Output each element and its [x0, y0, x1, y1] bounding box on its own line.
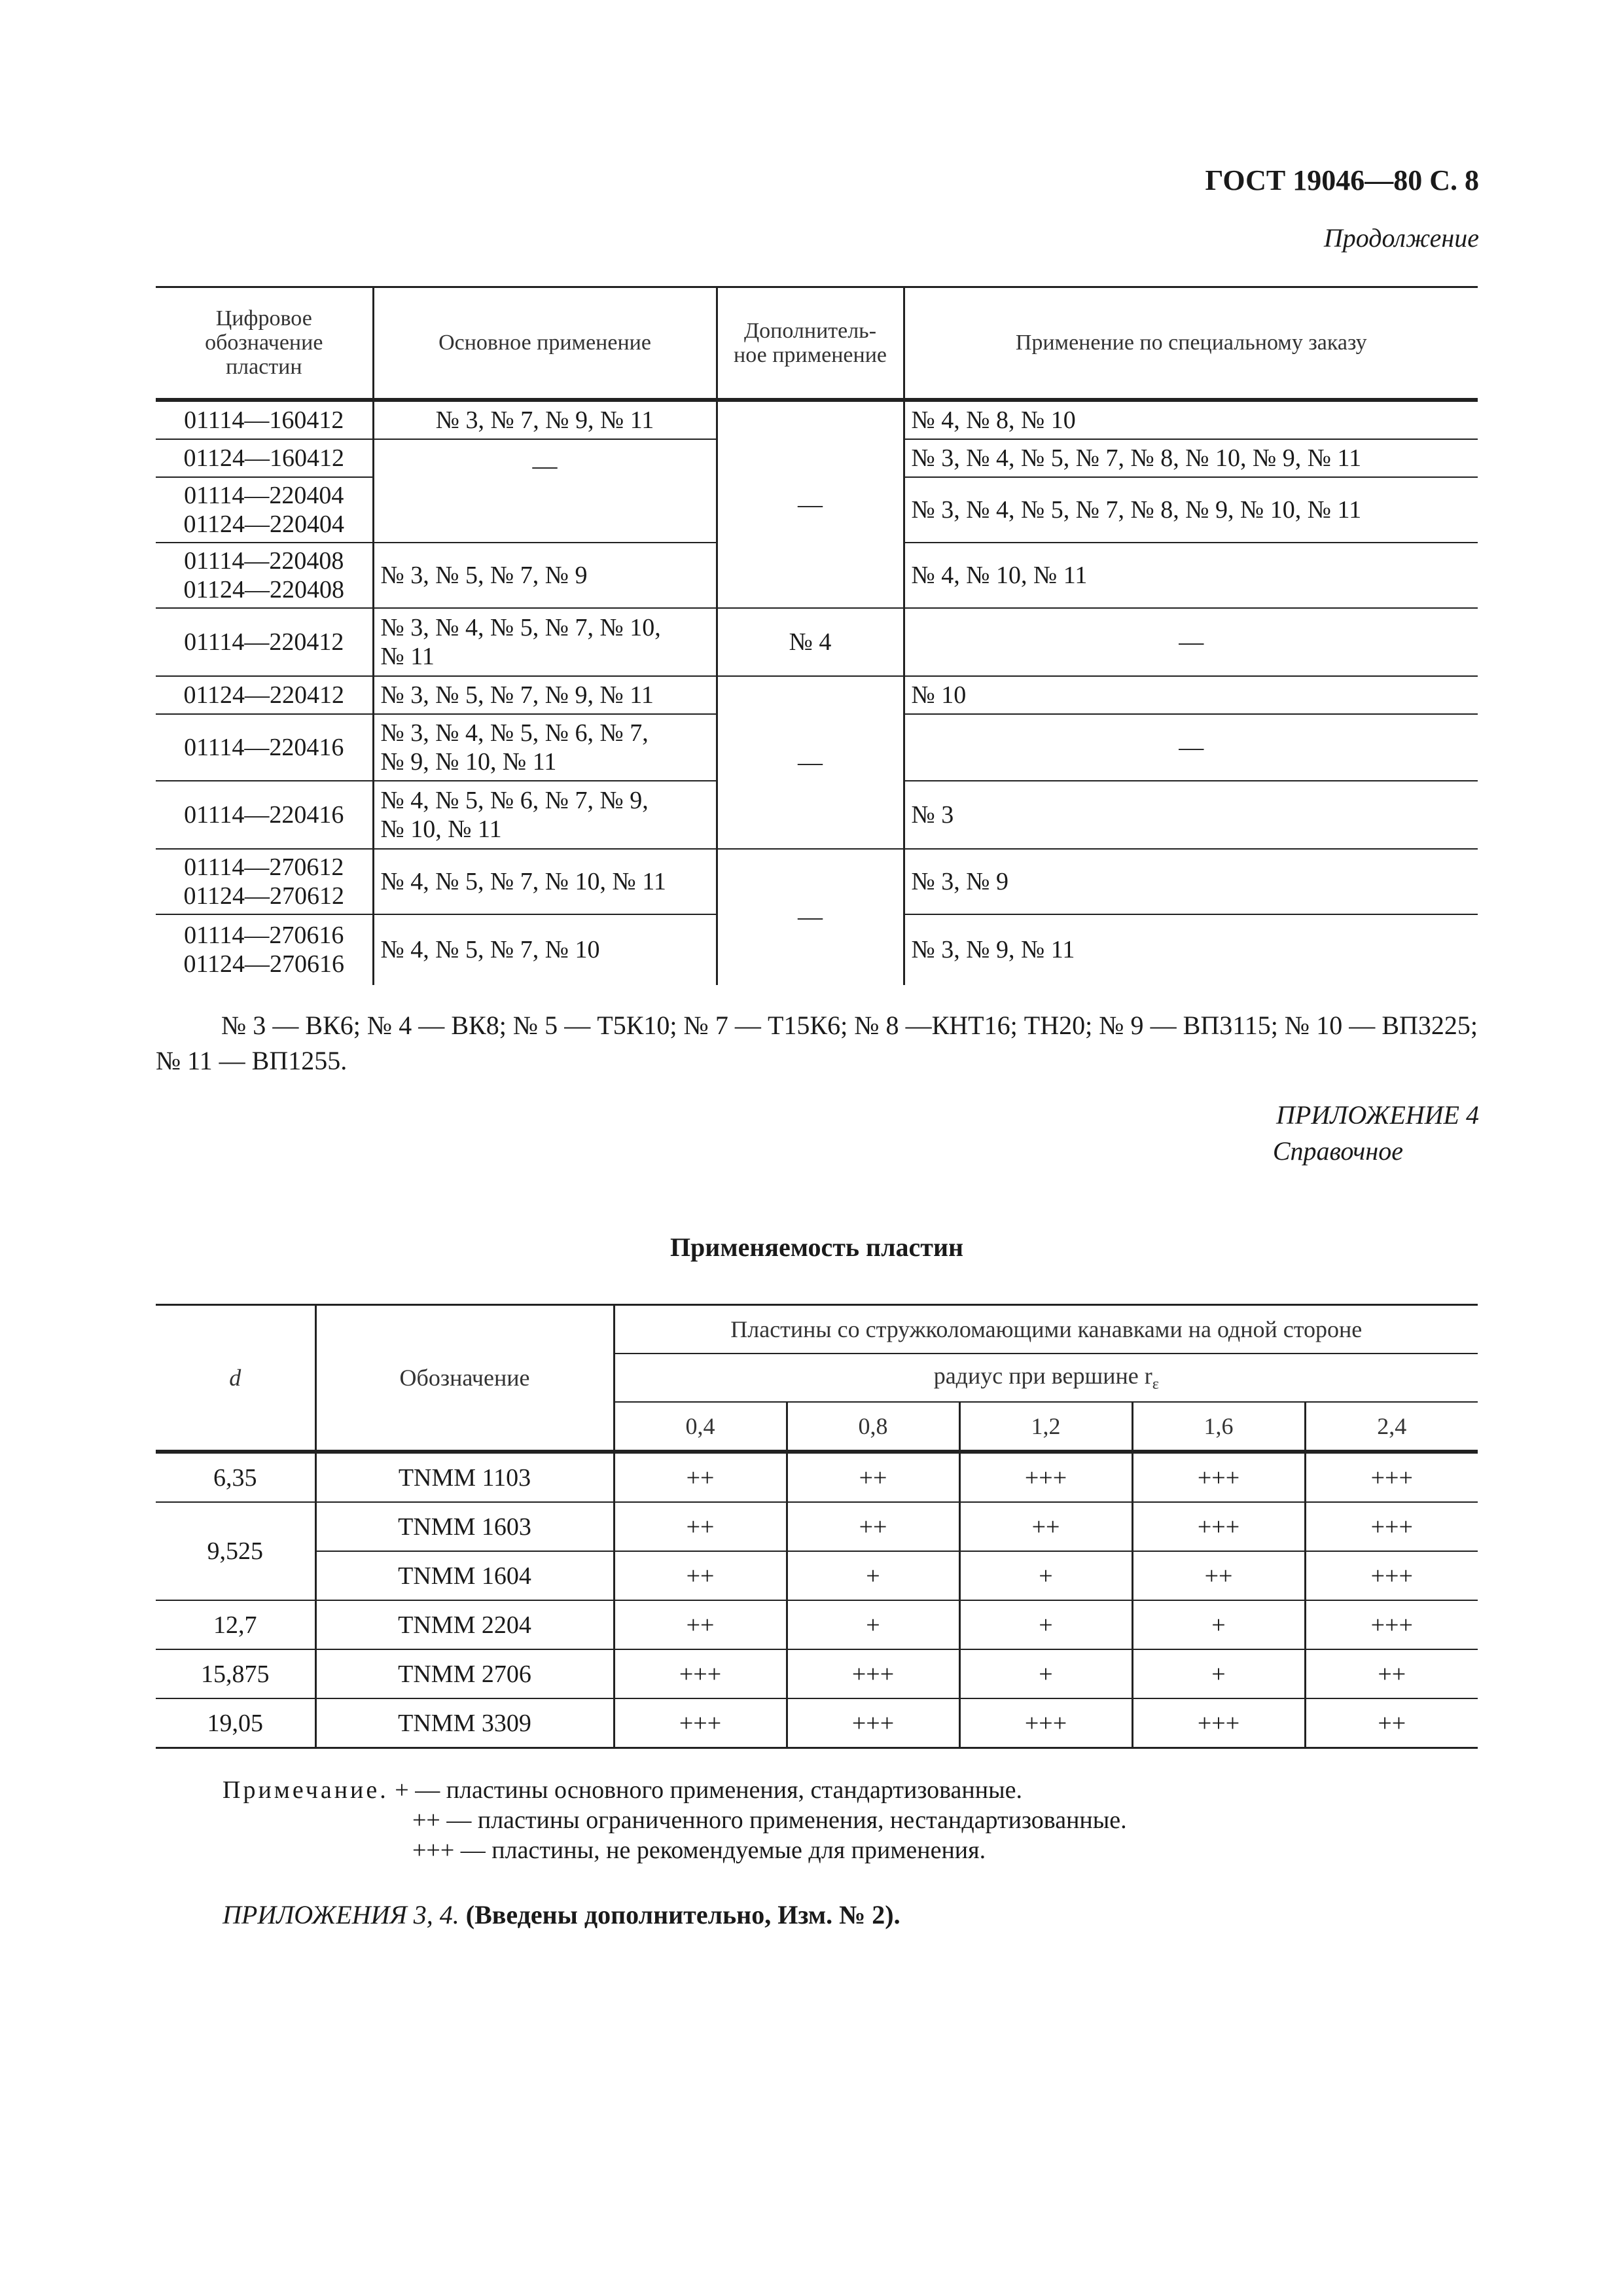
radius-0-4: 0,4: [614, 1402, 787, 1452]
table-row: 01124—220412 № 3, № 5, № 7, № 9, № 11 — № 10: [156, 676, 1478, 714]
table-row: 01114—220408 01124—220408 № 3, № 5, № 7, № 9 № 4, № 10, № 11: [156, 543, 1478, 608]
table-row: 01114—160412 № 3, № 7, № 9, № 11 — № 4, № 8, № 10: [156, 400, 1478, 439]
document-code: ГОСТ 19046—80 С. 8: [1205, 164, 1479, 196]
table-row: 01114—270616 01124—270616 № 4, № 5, № 7, № 10 № 3, № 9, № 11: [156, 914, 1478, 985]
table-row: 01114—220416 № 4, № 5, № 6, № 7, № 9, № 10, № 11 № 3: [156, 781, 1478, 849]
table-row: TNMM 1604 ++ + + ++ +++: [156, 1551, 1478, 1600]
table-row: 9,525 TNMM 1603 ++ ++ ++ +++ +++: [156, 1502, 1478, 1551]
col-header-designation: Обозначение: [315, 1305, 614, 1452]
continued-label: Продолжение: [1323, 223, 1479, 253]
col-header-main: Основное применение: [373, 287, 717, 400]
footer-appendices: ПРИЛОЖЕНИЯ 3, 4.: [223, 1900, 459, 1929]
appendix-subtitle: Справочное: [1272, 1136, 1403, 1166]
amendment-footer: [223, 1899, 1466, 1930]
appendix-title: ПРИЛОЖЕНИЕ 4: [1276, 1100, 1479, 1130]
col-header-radius: радиус при вершине $r_\varepsilon$: [614, 1354, 1478, 1402]
note-line-1: + — пластины основного применения, стандартизованные.: [395, 1776, 1022, 1804]
table-row: 6,35 TNMM 1103 ++ ++ +++ +++ +++: [156, 1452, 1478, 1502]
table-row: 12,7 TNMM 2204 ++ + + + +++: [156, 1600, 1478, 1649]
col-header-special: Применение по специальному заказу: [904, 287, 1478, 400]
radius-1-2: 1,2: [959, 1402, 1132, 1452]
col-header-d: d: [156, 1305, 315, 1452]
applicability-table-2: [156, 1304, 1478, 1749]
table-2-title: Применяемость пластин: [669, 1232, 964, 1262]
table-row: 15,875 TNMM 2706 +++ +++ + + ++: [156, 1649, 1478, 1698]
note-line-3: +++ — пластины, не рекомендуемые для применения.: [412, 1837, 986, 1864]
applicability-table-1: [156, 286, 1478, 985]
col-header-group: Пластины со стружколомающими канавками на одной стороне: [614, 1305, 1478, 1354]
col-header-additional: Дополнитель- ное применение: [717, 287, 904, 400]
radius-2-4: 2,4: [1305, 1402, 1478, 1452]
table-row: 01114—220412 № 3, № 4, № 5, № 7, № 10, № 11 № 4 —: [156, 608, 1478, 676]
table-row: 19,05 TNMM 3309 +++ +++ +++ +++ ++: [156, 1698, 1478, 1748]
radius-1-6: 1,6: [1132, 1402, 1305, 1452]
radius-0-8: 0,8: [787, 1402, 959, 1452]
table-row: 01114—220404 01124—220404 № 3, № 4, № 5, № 7, № 8, № 9, № 10, № 11: [156, 477, 1478, 543]
grade-legend: № 3 — ВК6; № 4 — ВК8; № 5 — Т5К10; № 7 — Т15К6; № 8 —КНТ16; ТН20; № 9 — ВП3115; № 10 — ВП3225; № 11 — ВП1255.: [156, 1011, 1478, 1075]
note-line-2: ++ — пластины ограниченного применения, нестандартизованные.: [412, 1806, 1127, 1834]
table-row: 01114—220416 № 3, № 4, № 5, № 6, № 7, № 9, № 10, № 11 —: [156, 714, 1478, 781]
table-note: [223, 1775, 1466, 1865]
footer-amendment: (Введены дополнительно, Изм. № 2).: [465, 1900, 901, 1929]
note-label: Примечание.: [223, 1776, 389, 1804]
col-header-code: Цифровое обозначение пластин: [156, 287, 373, 400]
table-row: 01124—160412 — № 3, № 4, № 5, № 7, № 8, № 10, № 9, № 11: [156, 439, 1478, 477]
table-row: 01114—270612 01124—270612 № 4, № 5, № 7, № 10, № 11 — № 3, № 9: [156, 849, 1478, 914]
